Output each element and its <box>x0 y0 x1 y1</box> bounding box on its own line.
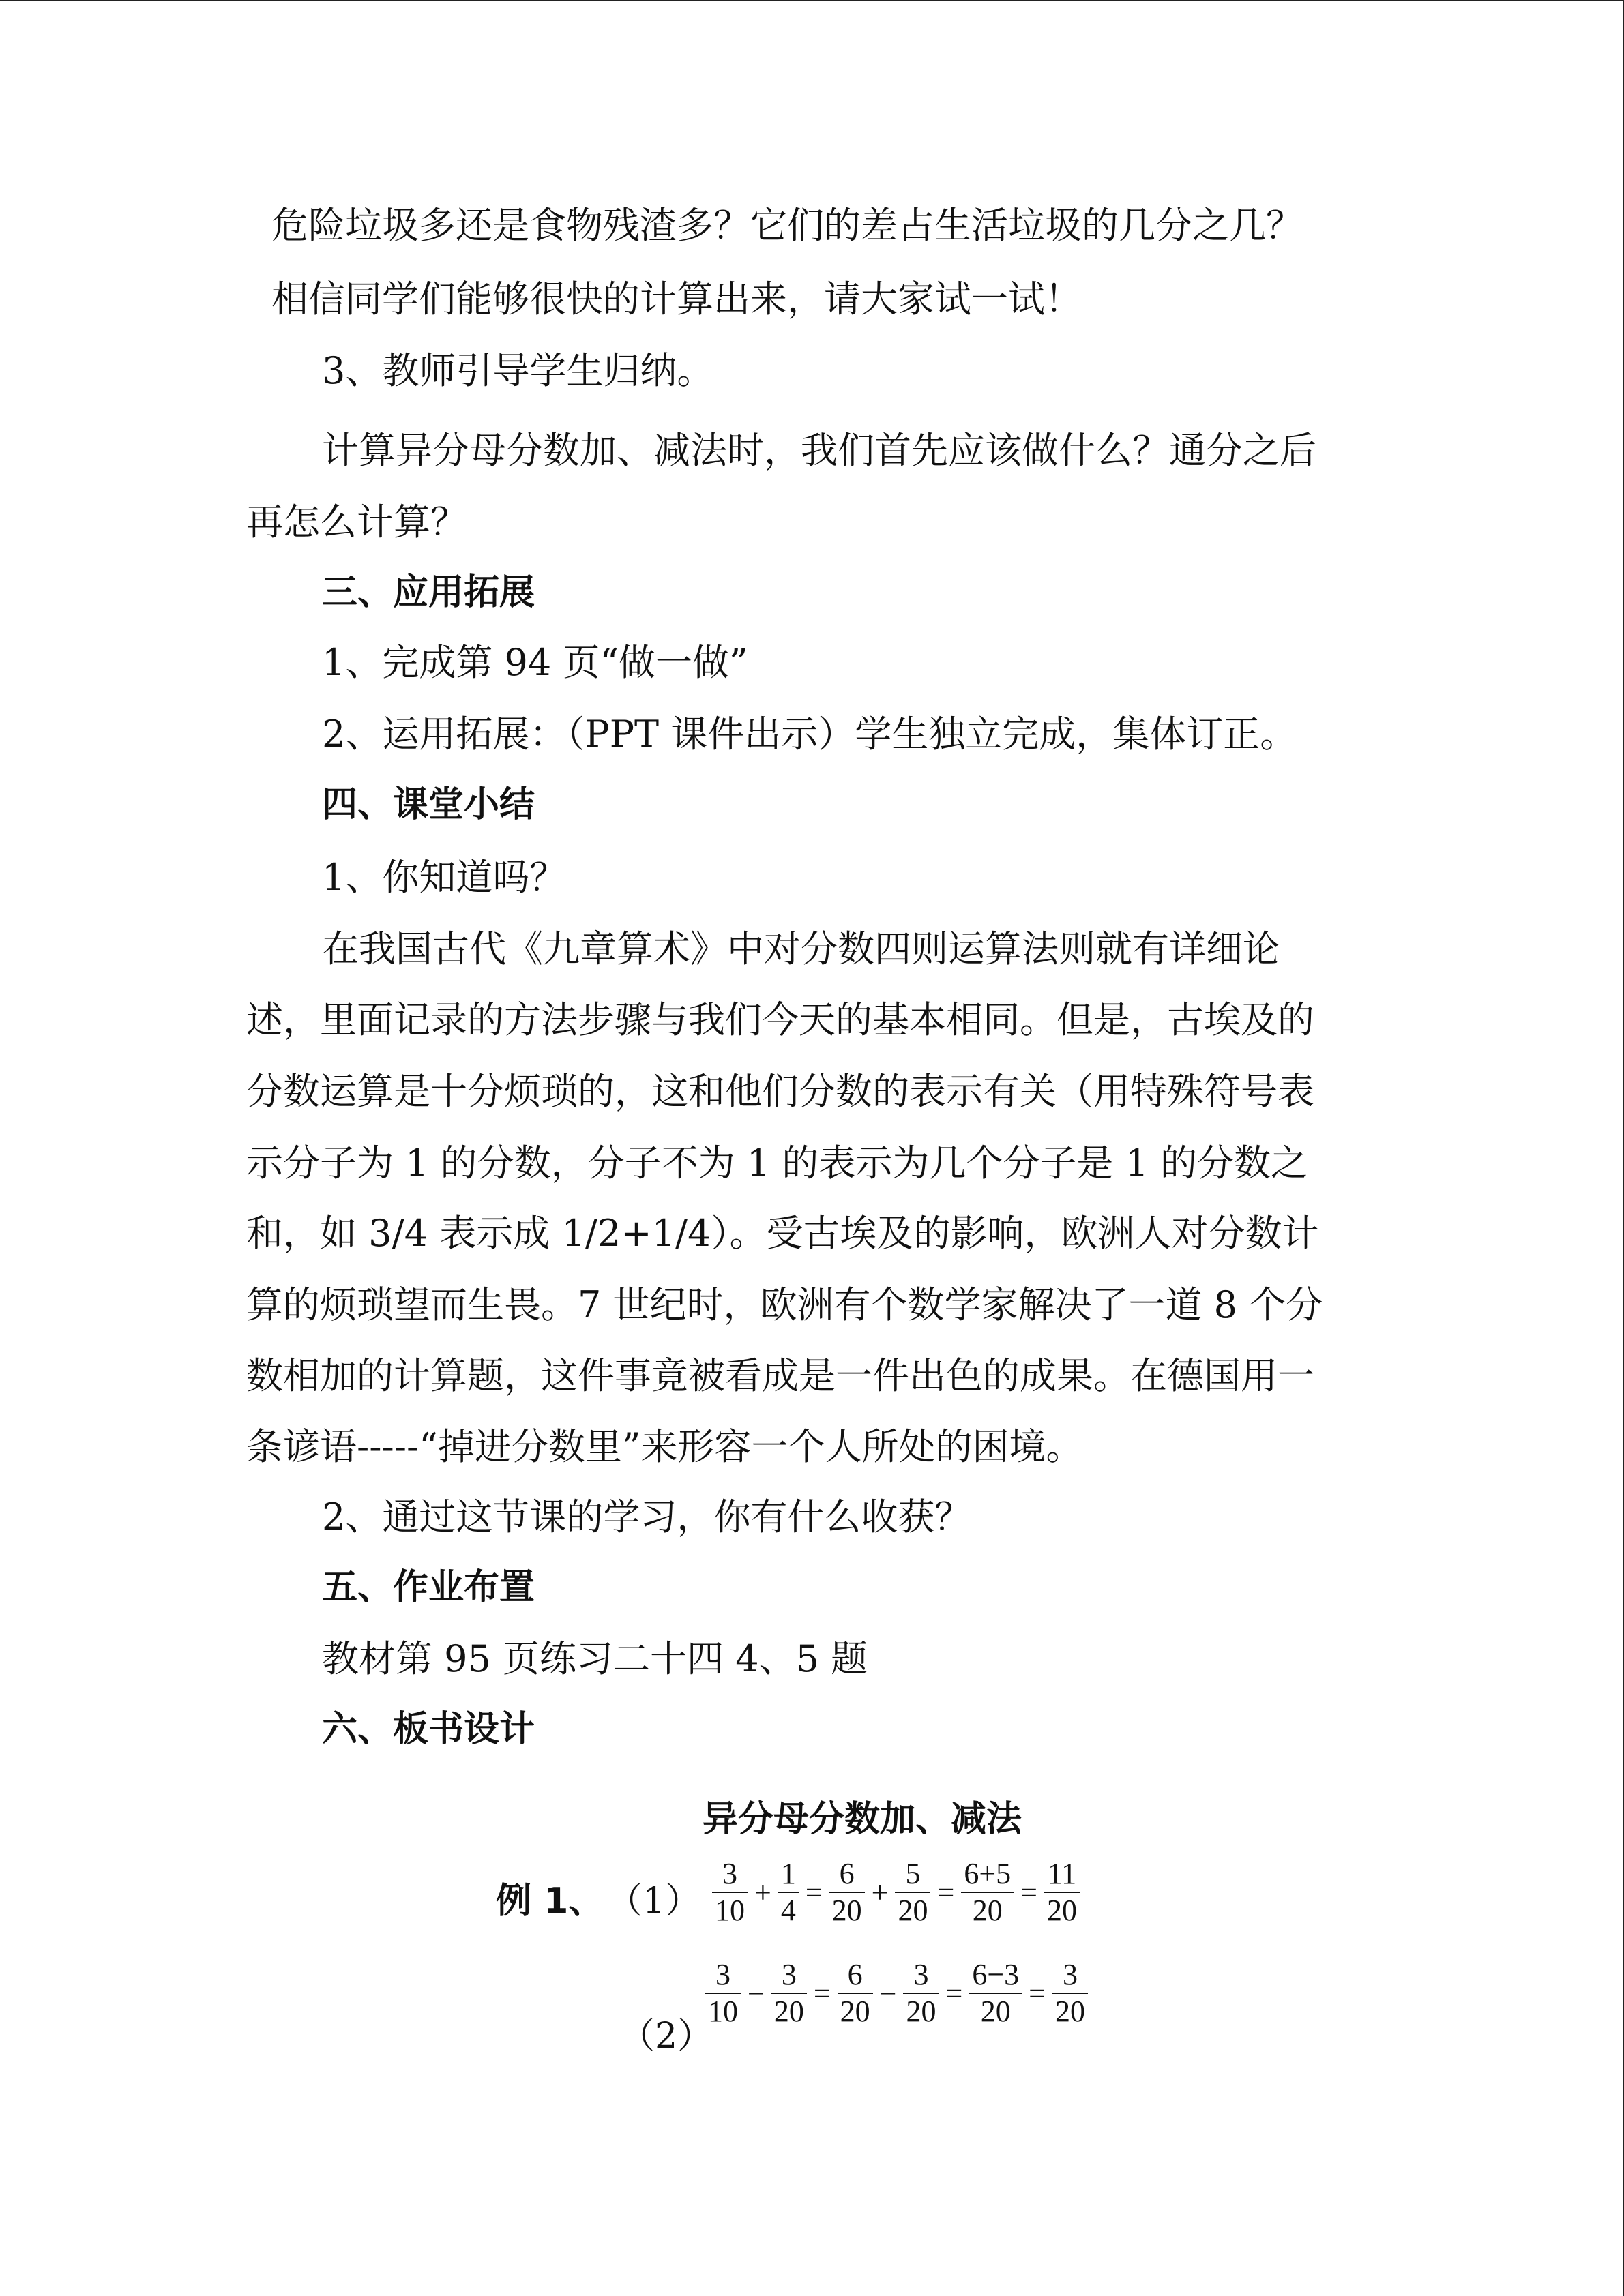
fraction <box>838 1957 873 2029</box>
denominator: 20 <box>840 1995 870 2028</box>
board-title: 异分母分数加、减法 <box>703 1799 1022 1840</box>
paragraph-line: 分数运算是十分烦琐的，这和他们分数的表示有关（用特殊符号表 <box>246 1070 1314 1113</box>
equation-1 <box>709 1856 1082 1928</box>
fraction <box>1052 1957 1088 2029</box>
denominator: 20 <box>906 1995 936 2028</box>
numerator: 3 <box>715 1958 730 1991</box>
numerator: 6 <box>847 1958 863 1991</box>
fraction <box>903 1957 939 2029</box>
equals-sign: = <box>945 1976 963 2010</box>
fraction <box>778 1856 799 1928</box>
equals-sign: = <box>805 1875 823 1909</box>
part-label: （1） <box>607 1881 701 1922</box>
denominator: 20 <box>972 1894 1003 1927</box>
equals-sign: = <box>1020 1875 1037 1909</box>
fraction <box>895 1856 930 1928</box>
numerator: 5 <box>905 1857 921 1890</box>
paragraph-line: 2、通过这节课的学习，你有什么收获？ <box>322 1495 972 1538</box>
numerator: 3 <box>913 1958 929 1991</box>
paragraph-line: 算的烦琐望而生畏。7 世纪时，欧洲有个数学家解决了一道 8 个分 <box>246 1283 1323 1326</box>
section-heading: 六、板书设计 <box>322 1709 535 1750</box>
numerator: 3 <box>781 1958 797 1991</box>
equals-sign: = <box>813 1976 831 2010</box>
paragraph-line: 危险垃圾多还是食物残渣多？它们的差占生活垃圾的几分之几？ <box>271 204 1303 247</box>
denominator: 20 <box>1046 1894 1077 1927</box>
paragraph-line: 教材第 95 页练习二十四 4、5 题 <box>322 1637 868 1680</box>
denominator: 20 <box>898 1894 928 1927</box>
fraction <box>969 1957 1022 2029</box>
denominator: 20 <box>1054 1995 1085 2028</box>
fraction <box>1044 1856 1080 1928</box>
numerator: 11 <box>1047 1857 1077 1890</box>
section-heading: 四、课堂小结 <box>322 784 535 825</box>
paragraph-line: 1、你知道吗？ <box>322 856 567 899</box>
fraction <box>829 1856 865 1928</box>
section-heading: 五、作业布置 <box>322 1567 535 1608</box>
section-heading: 三、应用拓展 <box>322 572 535 613</box>
page-border-top <box>0 0 1624 1</box>
denominator: 20 <box>980 1995 1011 2028</box>
fraction <box>705 1957 741 2029</box>
fraction <box>961 1856 1014 1928</box>
plus-operator: + <box>754 1875 771 1909</box>
paragraph-line: 1、完成第 94 页“做一做” <box>322 641 748 684</box>
example-label: 例 1、 <box>496 1881 604 1922</box>
denominator: 4 <box>780 1894 796 1927</box>
paragraph-line: 数相加的计算题，这件事竟被看成是一件出色的成果。在德国用一 <box>246 1354 1314 1397</box>
fraction <box>771 1957 807 2029</box>
fraction <box>712 1856 748 1928</box>
paragraph-line: 示分子为 1 的分数，分子不为 1 的表示为几个分子是 1 的分数之 <box>246 1142 1308 1184</box>
paragraph-line: 条谚语-----“掉进分数里”来形容一个人所处的困境。 <box>246 1425 1083 1468</box>
numerator: 3 <box>1062 1958 1078 1991</box>
numerator: 6−3 <box>972 1958 1020 1991</box>
denominator: 20 <box>831 1894 862 1927</box>
numerator: 6 <box>839 1857 855 1890</box>
numerator: 3 <box>722 1857 737 1890</box>
paragraph-line: 相信同学们能够很快的计算出来，请大家试一试！ <box>271 278 1082 320</box>
equals-sign: = <box>937 1875 955 1909</box>
paragraph-line: 述，里面记录的方法步骤与我们今天的基本相同。但是，古埃及的 <box>246 998 1314 1041</box>
plus-operator: + <box>871 1875 889 1909</box>
minus-operator: − <box>748 1976 765 2010</box>
paragraph-line: 和，如 3/4 表示成 1/2+1/4）。受古埃及的影响，欧洲人对分数计 <box>246 1212 1319 1255</box>
denominator: 10 <box>708 1995 738 2028</box>
equation-2 <box>703 1957 1091 2029</box>
paragraph-line: 在我国古代《九章算术》中对分数四则运算法则就有详细论 <box>322 927 1280 970</box>
numerator: 6+5 <box>964 1857 1012 1890</box>
numerator: 1 <box>780 1857 796 1890</box>
paragraph-line: 再怎么计算？ <box>246 501 467 543</box>
part-label: （2） <box>619 2016 713 2057</box>
paragraph-line: 2、运用拓展：（PPT 课件出示）学生独立完成，集体订正。 <box>322 713 1297 756</box>
paragraph-line: 3、教师引导学生归纳。 <box>322 349 714 392</box>
denominator: 20 <box>773 1995 804 2028</box>
denominator: 10 <box>715 1894 745 1927</box>
paragraph-line: 计算异分母分数加、减法时，我们首先应该做什么？通分之后 <box>322 429 1316 472</box>
minus-operator: − <box>879 1976 897 2010</box>
equals-sign: = <box>1029 1976 1046 2010</box>
